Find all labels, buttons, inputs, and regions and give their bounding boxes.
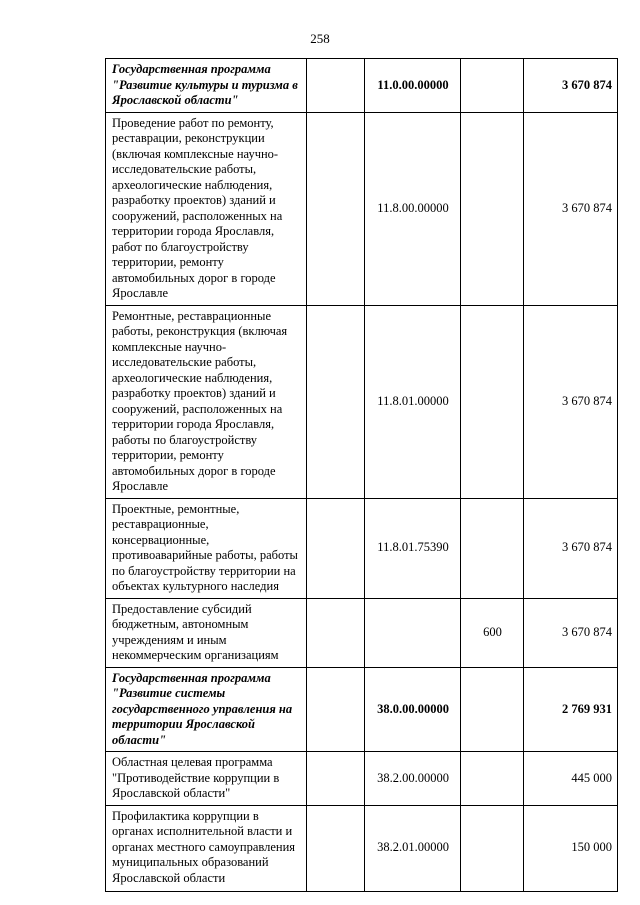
table-row (106, 305, 618, 498)
table-row (106, 805, 618, 891)
row-amount: 150 000 (524, 805, 618, 891)
row-code: 38.2.01.00000 (365, 805, 461, 891)
row-name: Ремонтные, реставрационные работы, реконструкция (включая комплексные научно-исследовательские работы, археологические наблюдения, разработку проектов) зданий и сооружений, расположенных на территории города Ярославля, работы по благоустройству территории, ремонту автомобильных дорог в городе Ярославле (106, 305, 307, 498)
row-amount: 3 670 874 (524, 498, 618, 598)
table-row (106, 112, 618, 305)
table-row (106, 752, 618, 806)
row-type (461, 498, 524, 598)
row-amount: 3 670 874 (524, 305, 618, 498)
row-name: Профилактика коррупции в органах исполнительной власти и органах местного самоуправления муниципальных образований Ярославской области (106, 805, 307, 891)
row-col2 (307, 598, 365, 667)
row-type (461, 59, 524, 113)
row-code: 38.0.00.00000 (365, 667, 461, 752)
row-amount: 3 670 874 (524, 598, 618, 667)
row-type (461, 305, 524, 498)
row-col2 (307, 667, 365, 752)
row-code: 11.8.00.00000 (365, 112, 461, 305)
row-amount: 2 769 931 (524, 667, 618, 752)
row-name: Проектные, ремонтные, реставрационные, консервационные, противоаварийные работы, работы по благоустройству территории на объектах культурного наследия (106, 498, 307, 598)
row-name: Предоставление субсидий бюджетным, автономным учреждениям и иным некоммерческим организациям (106, 598, 307, 667)
row-name: Проведение работ по ремонту, реставрации, реконструкции (включая комплексные научно-исследовательские работы, археологические наблюдения, разработку проектов) зданий и сооружений, расположенных на территории города Ярославля, работ по благоустройству территории, ремонту автомобильных дорог в городе Ярославле (106, 112, 307, 305)
page-number: 258 (310, 31, 330, 46)
row-type (461, 752, 524, 806)
row-code: 11.8.01.00000 (365, 305, 461, 498)
row-code: 38.2.00.00000 (365, 752, 461, 806)
row-type: 600 (461, 598, 524, 667)
row-col2 (307, 305, 365, 498)
row-type (461, 667, 524, 752)
row-code (365, 598, 461, 667)
row-name: Государственная программа "Развитие системы государственного управления на территории Ярославской области" (106, 667, 307, 752)
row-name: Государственная программа "Развитие культуры и туризма в Ярославской области" (106, 59, 307, 113)
table-row (106, 598, 618, 667)
row-code: 11.8.01.75390 (365, 498, 461, 598)
row-type (461, 805, 524, 891)
budget-table (105, 58, 618, 892)
table-row (106, 59, 618, 113)
row-name: Областная целевая программа "Противодействие коррупции в Ярославской области" (106, 752, 307, 806)
row-col2 (307, 752, 365, 806)
row-col2 (307, 805, 365, 891)
row-col2 (307, 59, 365, 113)
row-type (461, 112, 524, 305)
row-code: 11.0.00.00000 (365, 59, 461, 113)
row-col2 (307, 498, 365, 598)
table-row (106, 498, 618, 598)
row-amount: 3 670 874 (524, 59, 618, 113)
row-amount: 3 670 874 (524, 112, 618, 305)
row-col2 (307, 112, 365, 305)
table-row (106, 667, 618, 752)
row-amount: 445 000 (524, 752, 618, 806)
